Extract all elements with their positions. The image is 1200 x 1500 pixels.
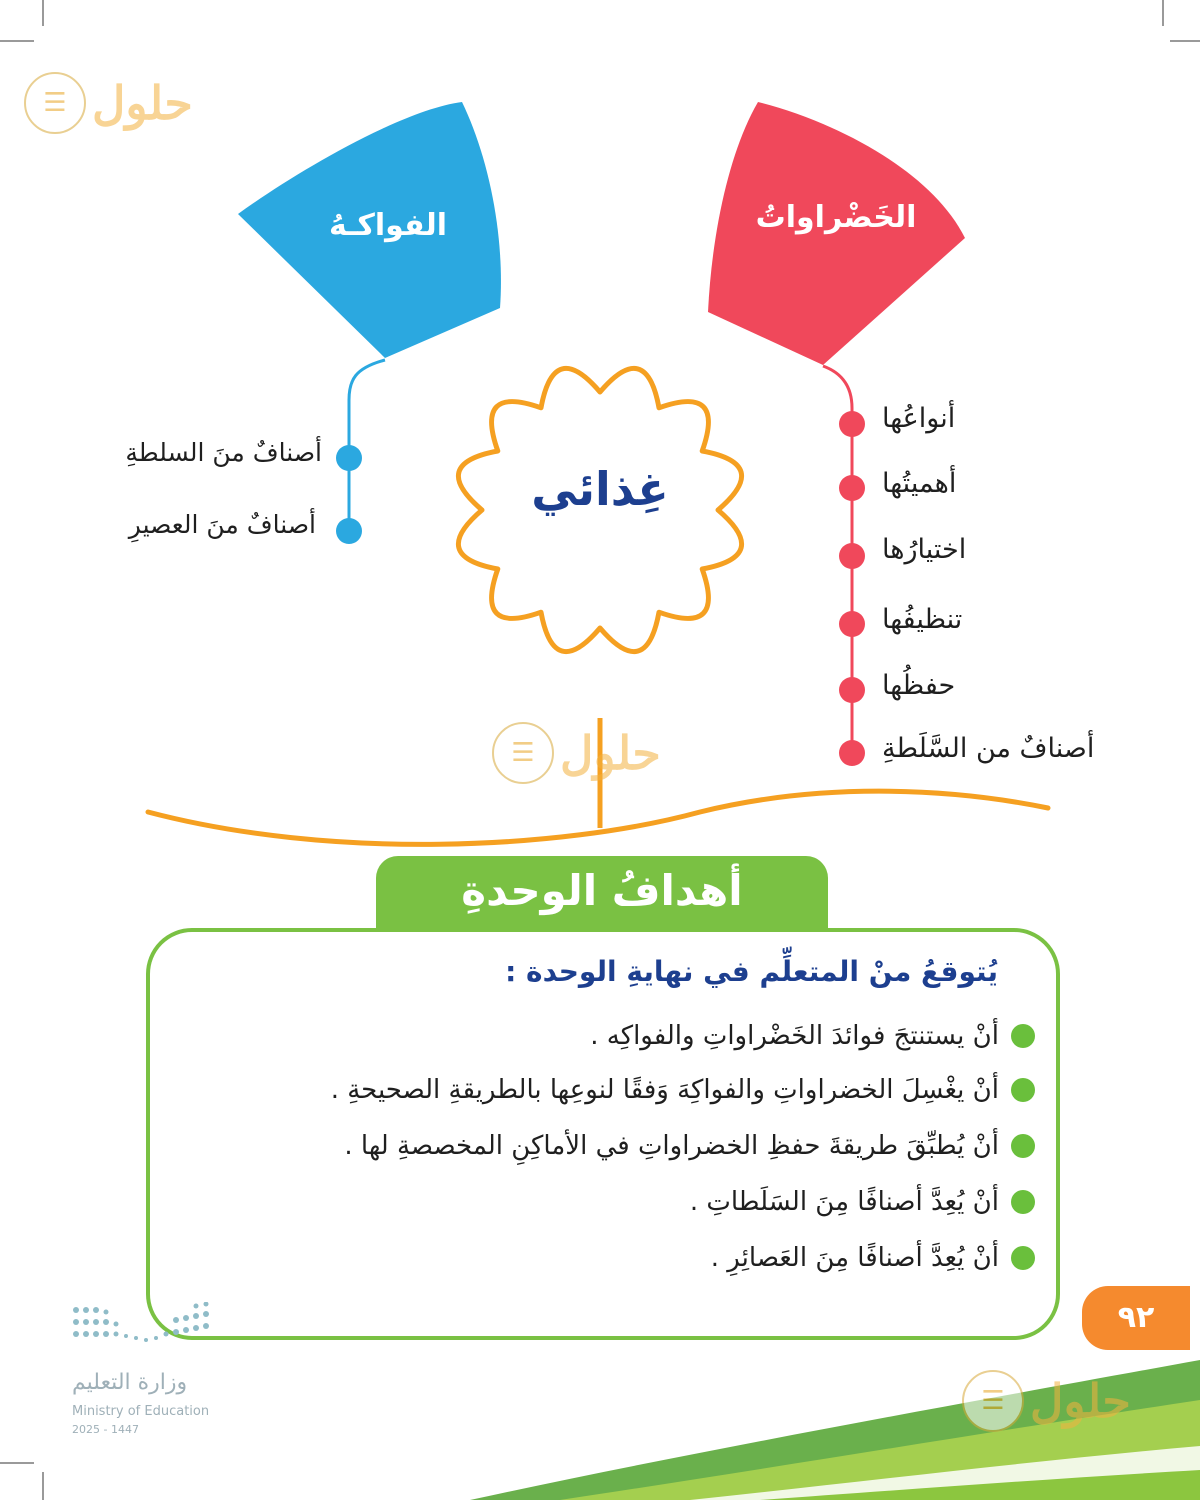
goal-bullet-icon (1011, 1134, 1035, 1158)
fruits-connector (349, 360, 385, 530)
goal-item (711, 1236, 1035, 1280)
goal-bullet-icon (1011, 1024, 1035, 1048)
goal-item (331, 1068, 1035, 1112)
vegetables-bullet-icon (839, 677, 865, 703)
vegetables-bullet-icon (839, 543, 865, 569)
vegetables-bullet-icon (839, 611, 865, 637)
goal-text: أنْ يغْسِلَ الخضراواتِ والفواكِهَ وَفقًا لنوعِها بالطريقةِ الصحيحةِ . (330, 1075, 999, 1105)
book-icon: ☰ (24, 72, 86, 134)
goals-intro: يُتوقعُ منْ المتعلِّم في نهايةِ الوحدة : (505, 955, 998, 988)
watermark-text: حلول (92, 76, 193, 130)
goals-title: أهدافُ الوحدةِ (461, 866, 743, 915)
goal-item (590, 1014, 1035, 1058)
vegetables-item: أهميتُها (882, 468, 957, 499)
goal-text: أنْ يُعِدَّ أصنافًا مِنَ السَلَطاتِ . (689, 1187, 999, 1217)
ministry-name-arabic: وزارة التعليم (72, 1370, 188, 1395)
vegetables-item: أصنافٌ من السَّلَطةِ (882, 733, 1095, 764)
fruits-item: أصنافٌ منَ العصيرِ (128, 510, 316, 539)
vegetables-label: الخَضْراواتُ (755, 200, 917, 235)
watermark-text: حلول (560, 726, 661, 780)
book-icon: ☰ (962, 1370, 1024, 1432)
vegetables-bullet-icon (839, 475, 865, 501)
watermark (24, 72, 193, 134)
fruits-bullet-icon (336, 518, 362, 544)
goal-text: أنْ يستنتجَ فوائدَ الخَضْراواتِ والفواكِه . (590, 1021, 999, 1051)
goal-item (690, 1180, 1035, 1224)
fruits-label: الفواكـهُ (328, 208, 448, 243)
goal-text: أنْ يُطبِّقَ طريقةَ حفظِ الخضراواتِ في الأماكِنِ المخصصةِ لها . (344, 1131, 999, 1161)
vegetables-item: حفظُها (882, 670, 956, 701)
goal-item (344, 1124, 1035, 1168)
vegetables-item: اختيارُها (882, 534, 967, 565)
watermark-text: حلول (1030, 1374, 1131, 1428)
vegetables-item: أنواعُها (882, 403, 956, 434)
goal-text: أنْ يُعِدَّ أصنافًا مِنَ العَصائِرِ . (710, 1243, 999, 1273)
fruits-bullet-icon (336, 445, 362, 471)
vegetables-bullet-icon (839, 411, 865, 437)
ministry-logo-icon (70, 1302, 220, 1358)
vegetables-bullet-icon (839, 740, 865, 766)
goal-bullet-icon (1011, 1246, 1035, 1270)
fruits-item: أصنافٌ منَ السلطةِ (125, 438, 322, 467)
vegetables-item: تنظيفُها (882, 604, 963, 635)
ministry-year: 2025 - 1447 (72, 1423, 139, 1436)
watermark (492, 722, 661, 784)
watermark (962, 1370, 1131, 1432)
page-number: ٩٢ (1082, 1286, 1190, 1350)
ministry-name-english: Ministry of Education (72, 1404, 210, 1419)
book-icon: ☰ (492, 722, 554, 784)
center-title: غِذائي (531, 462, 669, 516)
goal-bullet-icon (1011, 1190, 1035, 1214)
goal-bullet-icon (1011, 1078, 1035, 1102)
